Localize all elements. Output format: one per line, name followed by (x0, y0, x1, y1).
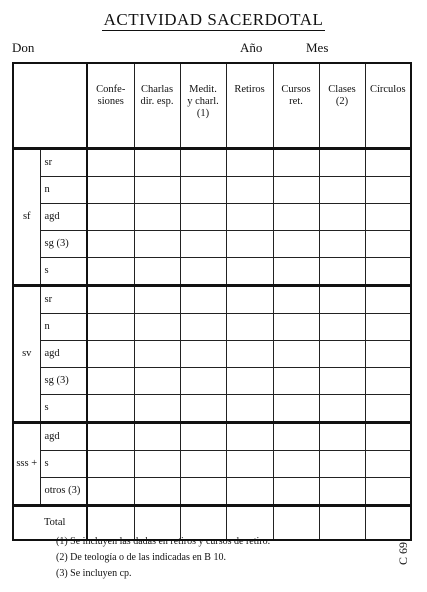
entry-cell[interactable] (180, 395, 226, 423)
entry-cell[interactable] (319, 395, 365, 423)
entry-cell[interactable] (365, 258, 411, 286)
activity-table (12, 62, 412, 541)
table-row (13, 231, 411, 258)
entry-cell[interactable] (87, 478, 134, 506)
entry-cell[interactable] (87, 395, 134, 423)
entry-cell[interactable] (273, 395, 319, 423)
footnote-3: (3) Se incluyen cp. (56, 568, 132, 579)
entry-cell[interactable] (87, 286, 134, 314)
form-code: C 69 (396, 541, 410, 565)
row-label: agd (40, 423, 87, 451)
entry-cell[interactable] (134, 177, 180, 204)
entry-cell[interactable] (134, 451, 180, 478)
entry-cell[interactable] (226, 204, 273, 231)
entry-cell[interactable] (319, 149, 365, 177)
entry-cell[interactable] (226, 368, 273, 395)
column-header-line: (1) (196, 108, 210, 119)
entry-cell[interactable] (226, 231, 273, 258)
column-header-line: Confe- (96, 84, 126, 95)
entry-cell[interactable] (365, 341, 411, 368)
entry-cell[interactable] (180, 368, 226, 395)
entry-cell[interactable] (134, 341, 180, 368)
entry-cell[interactable] (134, 423, 180, 451)
entry-cell[interactable] (365, 451, 411, 478)
entry-cell[interactable] (226, 258, 273, 286)
table-row (13, 341, 411, 368)
table-row (13, 258, 411, 286)
table-row (13, 204, 411, 231)
entry-cell[interactable] (226, 314, 273, 341)
entry-cell[interactable] (273, 478, 319, 506)
table-row (13, 368, 411, 395)
entry-cell[interactable] (365, 204, 411, 231)
row-label: agd (40, 204, 87, 231)
entry-cell[interactable] (226, 149, 273, 177)
entry-cell[interactable] (365, 478, 411, 506)
entry-cell[interactable] (319, 314, 365, 341)
entry-cell[interactable] (319, 423, 365, 451)
table-row (13, 314, 411, 341)
column-header-line: Retiros (234, 84, 265, 95)
column-header-line: Cursos (281, 84, 311, 95)
row-label: sr (40, 286, 87, 314)
mes-label: Mes (306, 40, 329, 55)
entry-cell[interactable] (134, 314, 180, 341)
row-label: s (40, 258, 87, 286)
total-label: Total (13, 506, 87, 541)
entry-cell[interactable] (180, 177, 226, 204)
entry-cell[interactable] (319, 231, 365, 258)
entry-cell[interactable] (273, 177, 319, 204)
table-row (13, 395, 411, 423)
entry-cell[interactable] (87, 423, 134, 451)
entry-cell[interactable] (180, 149, 226, 177)
entry-cell[interactable] (134, 368, 180, 395)
don-label: Don (12, 40, 35, 55)
table-row (13, 451, 411, 478)
column-header-line: siones (97, 96, 124, 107)
row-label: s (40, 451, 87, 478)
ano-label: Año (240, 40, 263, 55)
entry-cell[interactable] (134, 286, 180, 314)
entry-cell[interactable] (134, 149, 180, 177)
table-row (13, 286, 411, 314)
column-header-line: ret. (289, 96, 303, 107)
entry-cell[interactable] (365, 177, 411, 204)
entry-cell[interactable] (180, 341, 226, 368)
entry-cell[interactable] (365, 286, 411, 314)
entry-cell[interactable] (226, 423, 273, 451)
entry-cell[interactable] (134, 258, 180, 286)
column-header (134, 63, 180, 149)
entry-cell[interactable] (273, 451, 319, 478)
entry-cell[interactable] (226, 395, 273, 423)
column-header (87, 63, 134, 149)
entry-cell[interactable] (226, 177, 273, 204)
entry-cell[interactable] (180, 258, 226, 286)
entry-cell[interactable] (180, 451, 226, 478)
entry-cell[interactable] (319, 204, 365, 231)
row-label: sr (40, 149, 87, 177)
entry-cell[interactable] (226, 286, 273, 314)
entry-cell[interactable] (273, 341, 319, 368)
row-label: sg (3) (40, 368, 87, 395)
total-cell[interactable] (365, 506, 411, 541)
entry-cell[interactable] (365, 395, 411, 423)
row-label: s (40, 395, 87, 423)
column-header-line: dir. esp. (140, 96, 174, 107)
column-header (365, 63, 411, 149)
group-label: sf (13, 149, 40, 286)
row-label: n (40, 177, 87, 204)
column-header-line: Clases (328, 84, 356, 95)
entry-cell[interactable] (134, 395, 180, 423)
entry-cell[interactable] (273, 149, 319, 177)
entry-cell[interactable] (273, 423, 319, 451)
total-cell[interactable] (273, 506, 319, 541)
entry-cell[interactable] (365, 368, 411, 395)
entry-cell[interactable] (180, 423, 226, 451)
entry-cell[interactable] (87, 341, 134, 368)
table-row (13, 177, 411, 204)
entry-cell[interactable] (87, 177, 134, 204)
table-row (13, 478, 411, 506)
entry-cell[interactable] (87, 368, 134, 395)
column-header (180, 63, 226, 149)
column-header (319, 63, 365, 149)
column-header (226, 63, 273, 149)
entry-cell[interactable] (319, 341, 365, 368)
entry-cell[interactable] (134, 204, 180, 231)
column-header-line: y charl. (187, 96, 219, 107)
entry-cell[interactable] (365, 231, 411, 258)
entry-cell[interactable] (87, 314, 134, 341)
row-label: otros (3) (40, 478, 87, 506)
entry-cell[interactable] (87, 451, 134, 478)
entry-cell[interactable] (365, 149, 411, 177)
header-corner-cell (13, 63, 87, 149)
entry-cell[interactable] (319, 177, 365, 204)
column-header-line: Medit. (189, 84, 217, 95)
entry-cell[interactable] (87, 258, 134, 286)
entry-cell[interactable] (319, 258, 365, 286)
footnote-2: (2) De teología o de las indicadas en B 10. (56, 552, 226, 563)
entry-cell[interactable] (134, 231, 180, 258)
entry-cell[interactable] (273, 231, 319, 258)
row-label: n (40, 314, 87, 341)
entry-cell[interactable] (273, 258, 319, 286)
entry-cell[interactable] (273, 368, 319, 395)
entry-cell[interactable] (180, 478, 226, 506)
entry-cell[interactable] (226, 341, 273, 368)
column-header (273, 63, 319, 149)
entry-cell[interactable] (87, 231, 134, 258)
row-label: agd (40, 341, 87, 368)
entry-cell[interactable] (365, 314, 411, 341)
entry-cell[interactable] (319, 286, 365, 314)
table-row (13, 423, 411, 451)
entry-cell[interactable] (180, 314, 226, 341)
entry-cell[interactable] (180, 286, 226, 314)
footnotes (56, 534, 270, 582)
column-header-line: (2) (335, 96, 349, 107)
entry-cell[interactable] (365, 423, 411, 451)
row-label: sg (3) (40, 231, 87, 258)
group-label: sv (13, 286, 40, 423)
entry-cell[interactable] (87, 149, 134, 177)
total-cell[interactable] (319, 506, 365, 541)
entry-cell[interactable] (226, 478, 273, 506)
entry-cell[interactable] (180, 231, 226, 258)
entry-cell[interactable] (134, 478, 180, 506)
group-label: sss + (13, 423, 40, 506)
entry-cell[interactable] (180, 204, 226, 231)
column-header-line: Charlas (140, 84, 174, 95)
column-header-line: Círculos (369, 84, 406, 95)
entry-cell[interactable] (319, 451, 365, 478)
entry-cell[interactable] (273, 204, 319, 231)
entry-cell[interactable] (87, 204, 134, 231)
footnote-1: (1) Se incluyen las dadas en retiros y cursos de retiro. (56, 536, 271, 547)
entry-cell[interactable] (319, 368, 365, 395)
table-row (13, 149, 411, 177)
entry-cell[interactable] (319, 478, 365, 506)
entry-cell[interactable] (273, 314, 319, 341)
entry-cell[interactable] (273, 286, 319, 314)
entry-cell[interactable] (226, 451, 273, 478)
form-title: ACTIVIDAD SACERDOTAL (103, 10, 324, 29)
